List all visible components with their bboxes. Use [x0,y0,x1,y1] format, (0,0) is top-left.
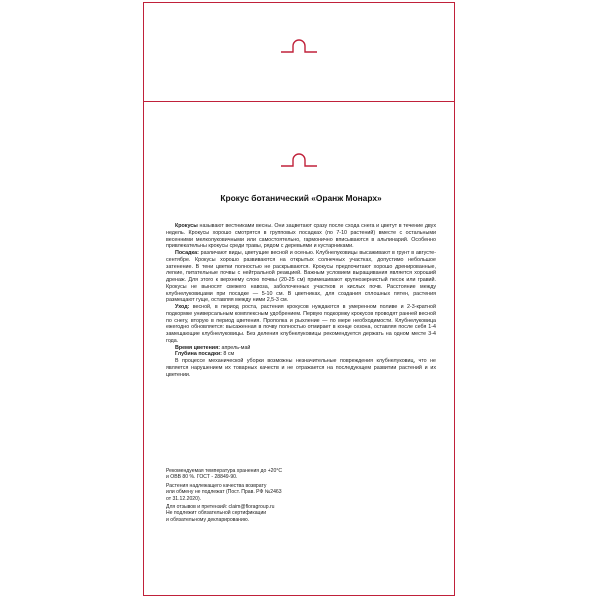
hang-hole-icon [279,151,319,167]
paragraph-care [166,304,436,345]
hang-hole-icon [279,37,319,53]
paragraph-lead: Уход: [175,304,190,310]
packet-footer [166,468,406,525]
paragraph-lead: Крокусы [175,223,198,229]
paragraph-lead: Глубина посадки: [175,351,222,358]
storage-info [166,468,406,481]
paragraph-lead: Время цветения: [175,344,220,351]
paragraph-text: В процессе механической уборки возможны незначительные повреждения клубнелуковиц, что не является нарушением их товарных качеств и не отражается на последующем развитии растений и их цветении. [166,358,436,378]
paragraph-intro [166,223,436,250]
return-policy [166,483,406,502]
paragraph-planting-depth [166,351,436,358]
footer-line: Не подлежит обязательной сертификации [166,510,267,517]
paragraph-text: 8 см [221,351,235,358]
fold-line [144,101,454,102]
paragraph-text: апрель-май [219,344,251,351]
description [166,223,436,378]
paragraph-text: называют вестниками весны. Они зацветают сразу после схода снега и цветут в течение двух недель. Крокусы хорошо смотрятся в групповых посадках (по 7-10 растений) вместе с остальными весенними мелколуковичными или самостоятельно, гармонично вписываются в альпинарий. Особенно привлекательны крокусы среди травы, рядом с деревьями и кустарниками. [166,223,436,250]
paragraph-text: различают виды, цветущие весной и осенью. Клубнелуковицы высаживают в грунт в августе-сентябре. Крокусы хорошо развиваются на открытых солнечных участках, допустимо небольшое затенение. В тени цветки полностью не раскрываются. Крокусы предпочитают хорошо дренированные, легкие, питательные почвы с нейтральной реакцией. Важным условием выращивания является хороший дренаж. Для этого к верхнему слою почвы (20-25 см) примешивают крупнозернистый песок или гравий. Крокусы не выносят свежего навоза, заболоченных участков и кислых почв. Расстояние между клубнелуковицами при посадке — 5-10 см. В цветниках, для создания сплошных пятен, растения размещают гуще, оставляя между ними 2,5-3 см. [166,250,436,304]
footer-line: и обязательному декларированию. [166,516,250,523]
footer-line: Растения надлежащего качества возврату [166,482,267,489]
seed-packet [143,2,455,596]
packet-content [166,193,436,378]
footer-line: или обмену не подлежат (Пост. Прав. РФ №2463 [166,489,282,496]
paragraph-planting [166,250,436,304]
paragraph-text: весной, в период роста, растения крокусов нуждаются в умеренном поливе и 2-3-кратной подкормке универсальным комплексным удобрением. Первую подкормку крокусов проводят ранней весной по снегу, вторую в период цветения. Прополка и рыхление — по мере необходимости. Клубнелуковица ежегодно обновляется: высаженная в почву полностью отмирает в конце сезона, оставляя после себя 1-4 замещающие клубнелуковицы. Без деления клубнелуковицы рекомендуется держать на одном месте 3-4 года. [166,304,436,344]
paragraph-lead: Посадка: [175,250,199,256]
paragraph-disclaimer [166,358,436,378]
footer-line: и ОВВ 80 %. ГОСТ - 28849-90. [166,474,238,481]
footer-line: от 31.12.2020). [166,495,202,502]
contact-info [166,504,406,523]
footer-line: Для отзывов и претензий: claim@floragroup.ru [166,504,275,511]
footer-line: Рекомендуемая температура хранения до +20°С [166,468,283,474]
product-title: Крокус ботанический «Оранж Монарх» [220,193,382,203]
